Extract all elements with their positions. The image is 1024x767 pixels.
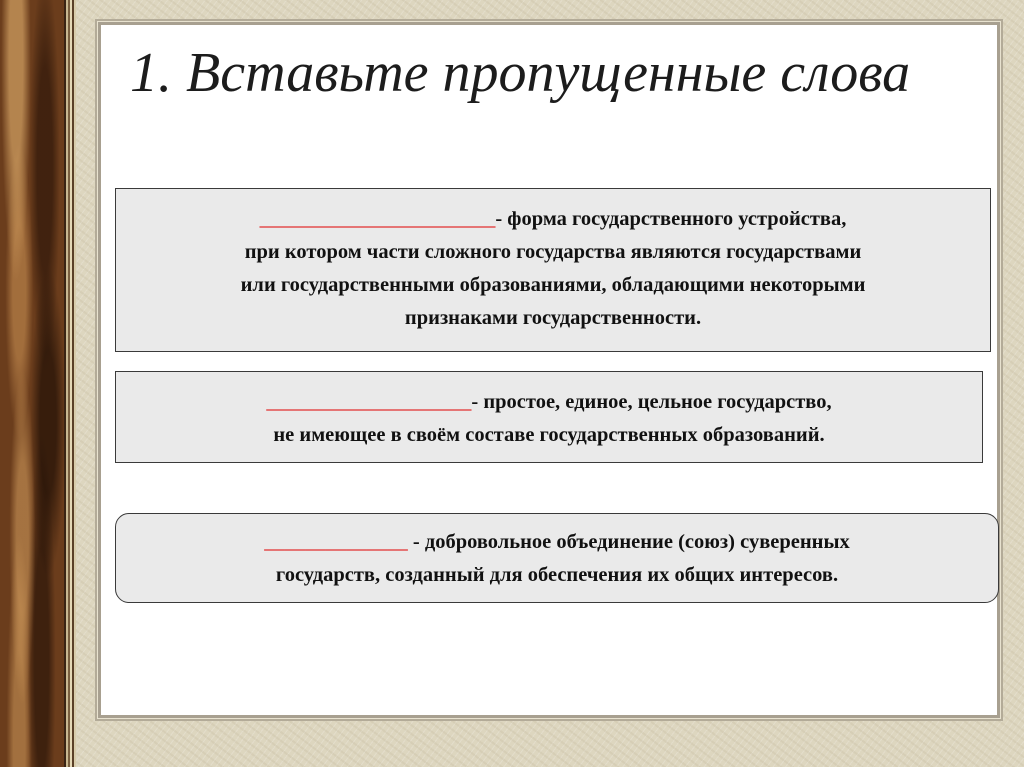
answer-blank[interactable]: ______________ (264, 531, 408, 553)
definition-box-1 (115, 188, 991, 352)
definition-text: не имеющее в своём составе государственных образований. (273, 424, 825, 446)
definition-line (116, 386, 982, 419)
decorative-strip-border (64, 0, 76, 767)
slide-panel (98, 22, 1000, 718)
definition-line (116, 203, 990, 236)
definition-text: при котором части сложного государства являются государствами (244, 241, 862, 263)
answer-blank[interactable]: ____________________ (266, 391, 472, 413)
definition-text: - простое, единое, цельное государство, (471, 391, 832, 413)
definition-text: или государственными образованиями, обладающими некоторыми (240, 274, 866, 296)
definition-line (116, 526, 998, 559)
definition-text: признаками государственности. (404, 307, 702, 329)
slide-title: 1. Вставьте пропущенные слова (130, 42, 911, 104)
answer-blank[interactable]: _______________________ (259, 208, 496, 230)
definition-box-2 (115, 371, 983, 463)
decorative-wood-strip (0, 0, 64, 767)
definition-text: - добровольное объединение (союз) суверенных (407, 531, 850, 553)
definition-text: - форма государственного устройства, (495, 208, 847, 230)
definition-text: государств, созданный для обеспечения их общих интересов. (275, 564, 839, 586)
definition-box-3 (115, 513, 999, 603)
